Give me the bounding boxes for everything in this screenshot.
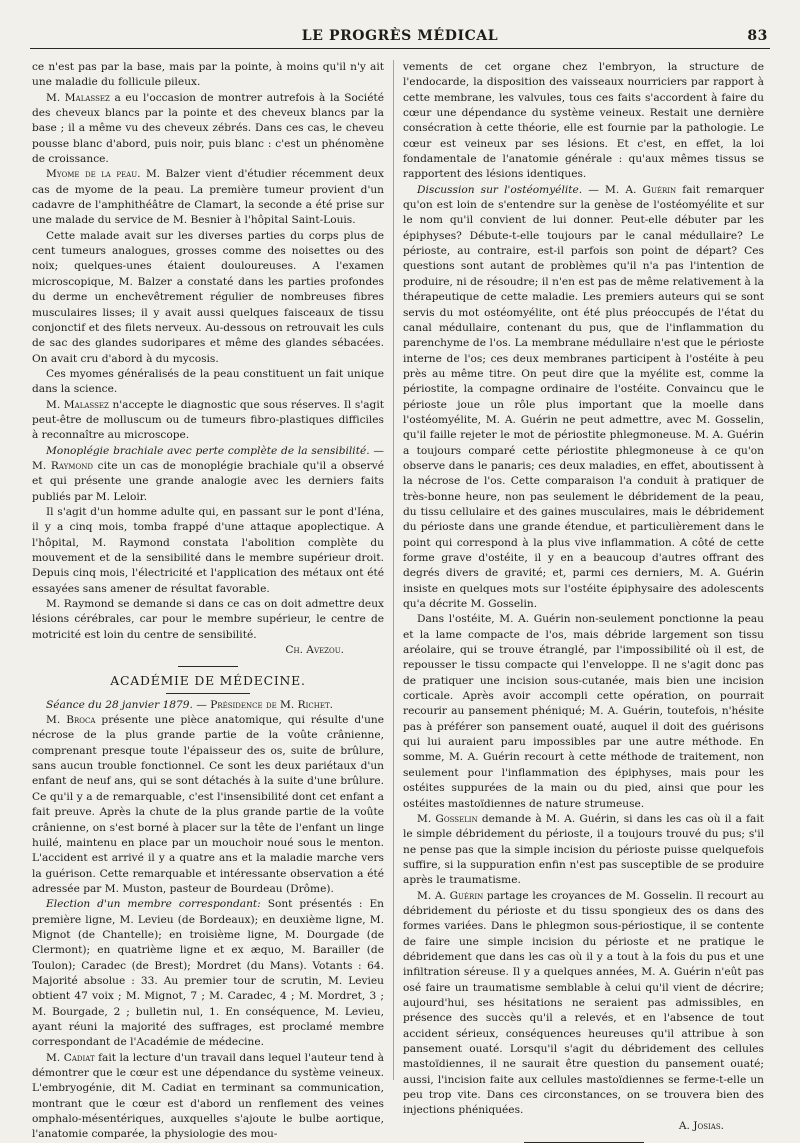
paragraph (32, 444, 384, 505)
dash: — M. (32, 444, 384, 472)
speaker-name: Guérin (642, 183, 677, 196)
subsection-lead: Myome de la peau. (46, 168, 141, 181)
paragraph-text: a eu l'occasion de montrer autrefois à la Société des cheveux blancs par la pointe et des cheveux blancs par la base ; il a même vu des cheveux zébrés. Dans ces cas, le cheveu pousse blanc d'abord, puis noir, puis blanc : c'est un phénomène de croissance. (32, 91, 384, 166)
page-number: 83 (747, 28, 768, 44)
speaker-name: M. Malassez (46, 91, 110, 104)
author-signature: A. Josias. (678, 1119, 724, 1132)
paragraph: Ces myomes généralisés de la peau constituent un fait unique dans la science. (32, 367, 384, 396)
paragraph-text: Sont présentés : En première ligne, M. Levieu (de Bordeaux); en deuxième ligne, M. Mignot (de Chantelle); en troisième ligne, M. Dourgade (de Clermont); en quatrième ligne et ex æquo, M. Barailler (de Toulon); Caradec (de Brest); Mordret (du Mans). Votants : 64. Majorité absolue : 33. Au premier tour de scrutin, M. Levieu obtient 47 voix ; M. Mignot, 7 ; M. Caradec, 4 ; M. Mordret, 3 ; M. Bourgade, 2 ; bulletin nul, 1. En conséquence, M. Levieu, ayant réuni la majorité des suffrages, est proclamé membre correspondant de l'Académie de médecine. (32, 898, 384, 1049)
paragraph-text: fait la lecture d'un travail dans lequel l'auteur tend à démontrer que le cœur est une dépendance du système veineux. L'embryogénie, dit M. Cadiat en terminant sa communication, montrant que le cœur est d'abord un renflement des veines omphalo-mésentériques, auxquelles s'ajoute le bulbe aortique, l'anatomie comparée, la physiologie des mou- (32, 1051, 384, 1141)
speaker-name: M. Broca (46, 714, 96, 727)
subsection-lead: Discussion sur l'ostéomyélite. (417, 183, 583, 196)
paragraph (32, 897, 384, 1050)
paragraph: Cette malade avait sur les diverses parties du corps plus de cent tumeurs analogues, grosses comme des noisettes ou des noix; quelques-unes étaient douloureuses. A l'examen microscopique, M. Balzer a constaté dans les parties profondes du derme un enchevêtrement régulier de nombreuses fibres musculaires lisses; il y avait aussi quelques faisceaux de tissu conjonctif et des filets nerveux. Au-dessous on retrouvait les culs de sac des glandes sudoripares et même des glandes sébacées. On avait cru d'abord à du mycosis. (32, 229, 384, 365)
paragraph (32, 167, 384, 228)
paragraph (32, 1051, 384, 1143)
session-presidency: — Présidence de M. Richet. (192, 698, 333, 711)
paragraph (32, 398, 384, 444)
section-rule (166, 693, 250, 694)
section-rule (178, 666, 238, 667)
paragraph-text: fait remarquer qu'on est loin de s'entendre sur la genèse de l'ostéomyélite et sur le nom qu'il convient de lui donner. Peut-elle débuter par les épiphyses? Débute-t-elle toujours par le canal médullaire? Le périoste, au contraire, est-il parfois son point de départ? Ces questions sont autant de problèmes qu'il n'a pas l'intention de produire, ni de résoudre; il n'en est pas de même relativement à la thérapeutique de cette maladie. Les premiers auteurs qui se sont servis du mot ostéomyélite, ont été plus préoccupés de l'état du canal médullaire, contenant du pus, que de l'inflammation du parenchyme de l'os. La membrane médullaire n'est que le périoste interne de l'os; ces deux membranes participent à l'ostéite à peu près au même titre. On peut dire que la myélite est, comme la périostite, la compagne ordinaire de l'ostéite. Convaincu que le périoste joue un rôle plus important que la moelle dans l'ostéomyélite, M. A. Guérin ne peut admettre, avec M. Gosselin, qu'il faille rejeter le mot de périostite phlegmoneuse. M. A. Guérin a toujours comparé cette périostite phlegmoneuse à ce qu'on observe dans le panaris; ces deux maladies, en effet, aboutissent à la nécrose de l'os. Cette comparaison l'a conduit à pratiquer de très-bonne heure, non pas seulement le débridement de la peau, du tissu cellulaire et des gaines musculaires, mais le débridement du périoste dans une grande étendue, et particulièrement dans le point qui correspond à la plus vive inflammation. A côté de cette forme grave d'ostéite, il y en a beaucoup d'autres offrant des degrés divers de gravité; et, parmi ces derniers, M. A. Guérin insiste en quelques mots sur l'ostéite épiphysaire des adolescents qu'a décrite M. Gosselin. (403, 183, 764, 611)
paragraph-text: demande à M. A. Guérin, si dans les cas où il a fait le simple débridement du périoste, il a toujours trouvé du pus; s'il ne pense pas que la simple incision du périoste puisse quelquefois suffire, si la suppuration enfin n'est pas susceptible de se produire après le traumatisme. (403, 812, 764, 887)
paragraph (32, 713, 384, 897)
subsection-lead: Monoplégie brachiale avec perte complète de la sensibilité. (46, 444, 370, 457)
paragraph: Dans l'ostéite, M. A. Guérin non-seulement ponctionne la peau et la lame compacte de l'os, mais débride largement son tissu aréolaire, qui se trouve étranglé, par l'impossibilité où il est, de repousser le tissu compacte qui l'enveloppe. Il ne s'agit donc pas de pratiquer une incision sous-cutanée, mais bien une incision corticale. Après avoir accompli cette opération, on pourrait recourir au pansement phéniqué; M. A. Guérin, toutefois, n'hésite pas à préférer son pansement ouaté, auquel il doit des guérisons qui lui auraient paru impossibles par une autre méthode. En somme, M. A. Guérin recourt à cette méthode de traitement, non seulement pour l'inflammation des épiphyses, mais pour les ostéites suppurées de la main ou du pied, ainsi que pour les ostéites mastoïdiennes de nature strumeuse. (403, 613, 764, 810)
dash: — M. A. (582, 183, 643, 196)
section-title: ACADÉMIE DE MÉDECINE. (110, 673, 306, 689)
left-column (32, 60, 384, 1141)
paragraph-text: n'accepte le diagnostic que sous réserves. Il s'agit peut-être de molluscum ou de tumeurs fibro-plastiques difficiles à reconnaître au microscope. (32, 398, 384, 442)
paragraph-text: cite un cas de monoplégie brachiale qu'il a observé et qui présente une grande analogie avec les derniers faits publiés par M. Leloir. (32, 459, 384, 503)
paragraph: M. Raymond se demande si dans ce cas on doit admettre deux lésions cérébrales, car pour le membre supérieur, le centre de motricité est loin du centre de sensibilité. (32, 598, 384, 641)
journal-title: LE PROGRÈS MÉDICAL (301, 28, 499, 44)
paragraph-text: présente une pièce anatomique, qui résulte d'une nécrose de la plus grande partie de la voûte crânienne, comprenant presque toute l'épaisseur des os, suite de brûlure, sans aucun trouble fonctionnel. Ce sont les deux pariétaux d'un enfant de neuf ans, qui se sont détachés à la suite d'une brûlure. Ce qu'il y a de remarquable, c'est l'insensibilité dont cet enfant a fait preuve. Après la chute de la plus grande partie de la voûte crânienne, on s'est borné à placer sur la tête de l'enfant un linge huilé, maintenu en place par un mouchoir noué sous le menton. L'accident est arrivé il y a quatre ans et la maladie marche vers la guérison. Cette remarquable et intéressante observation a été adressée par M. Muston, pasteur de Bourdeau (Drôme). (32, 714, 384, 895)
column-divider (393, 60, 394, 1080)
paragraph (32, 91, 384, 168)
subsection-lead: Election d'un membre correspondant: (46, 898, 261, 911)
paragraph: Il s'agit d'un homme adulte qui, en passant sur le pont d'Iéna, il y a cinq mois, tomba frappé d'une attaque apoplectique. A l'hôpital, M. Raymond constata l'abolition complète du mouvement et de la sensibilité dans le membre supérieur droit. Depuis cinq mois, l'électricité et l'application des métaux ont été essayées sans amener de résultat favorable. (32, 505, 384, 595)
paragraph (403, 812, 764, 889)
paragraph (403, 889, 764, 1119)
speaker-name: Raymond (50, 459, 93, 472)
paragraph-text: M. Balzer vient d'étudier récemment deux cas de myome de la peau. La première tumeur provient d'un cadavre de l'amphithéâtre de Clamart, la seconde a été prise sur une malade du service de M. Besnier à l'hôpital Saint-Louis. (32, 168, 384, 227)
speaker-name: M. Malassez (46, 398, 109, 411)
author-signature: Ch. Avezou. (285, 644, 344, 657)
paragraph: ce n'est pas par la base, mais par la pointe, à moins qu'il n'y ait une maladie du follicule pileux. (32, 61, 384, 89)
paragraph (403, 183, 764, 613)
running-header (30, 28, 770, 49)
speaker-name: M. Cadiat (46, 1051, 95, 1064)
session-line (32, 698, 384, 713)
paragraph: vements de cet organe chez l'embryon, la structure de l'endocarde, la disposition des vaisseaux nourriciers par rapport à cette membrane, les valvules, tous ces faits s'accordent à faire du cœur une dépendance du système veineux. Restait une dernière consécration à cette théorie, elle est fournie par la pathologie. Le cœur est veineux par ses lésions. Et c'est, en effet, la loi fondamentale de l'anatomie générale : qu'aux mêmes tissus se rapportent des lésions identiques. (403, 61, 764, 181)
right-column (403, 60, 764, 1132)
speaker-name: M. Gosselin (417, 812, 478, 825)
session-date: Séance du 28 janvier 1879. (46, 698, 193, 711)
speaker-name: M. A. Guérin (417, 889, 484, 902)
paragraph-text: partage les croyances de M. Gosselin. Il recourt au débridement du périoste et du tissu spongieux des os dans des formes variées. Dans le phlegmon sous-périostique, il se contente de faire une simple incision du périoste et ne pratique le débridement que dans les cas où il y a tout à la fois du pus et une infiltration séreuse. Il y a quelques années, M. A. Guérin n'eût pas osé faire un traumatisme semblable à celui qu'il vient de décrire; aujourd'hui, ses hésitations ne seraient pas admissibles, en présence des succès qu'il a relevés, et en l'absence de tout accident sérieux, conséquences heureuses qu'il attribue à son pansement ouaté. Lorsqu'il s'agit du débridement des cellules mastoïdiennes, il ne saurait être question du pansement ouaté; aussi, l'incision faite aux cellules mastoïdiennes se ferme-t-elle un peu trop vite. Dans ces circonstances, on se trouvera bien des injections phéniquées. (403, 889, 764, 1117)
